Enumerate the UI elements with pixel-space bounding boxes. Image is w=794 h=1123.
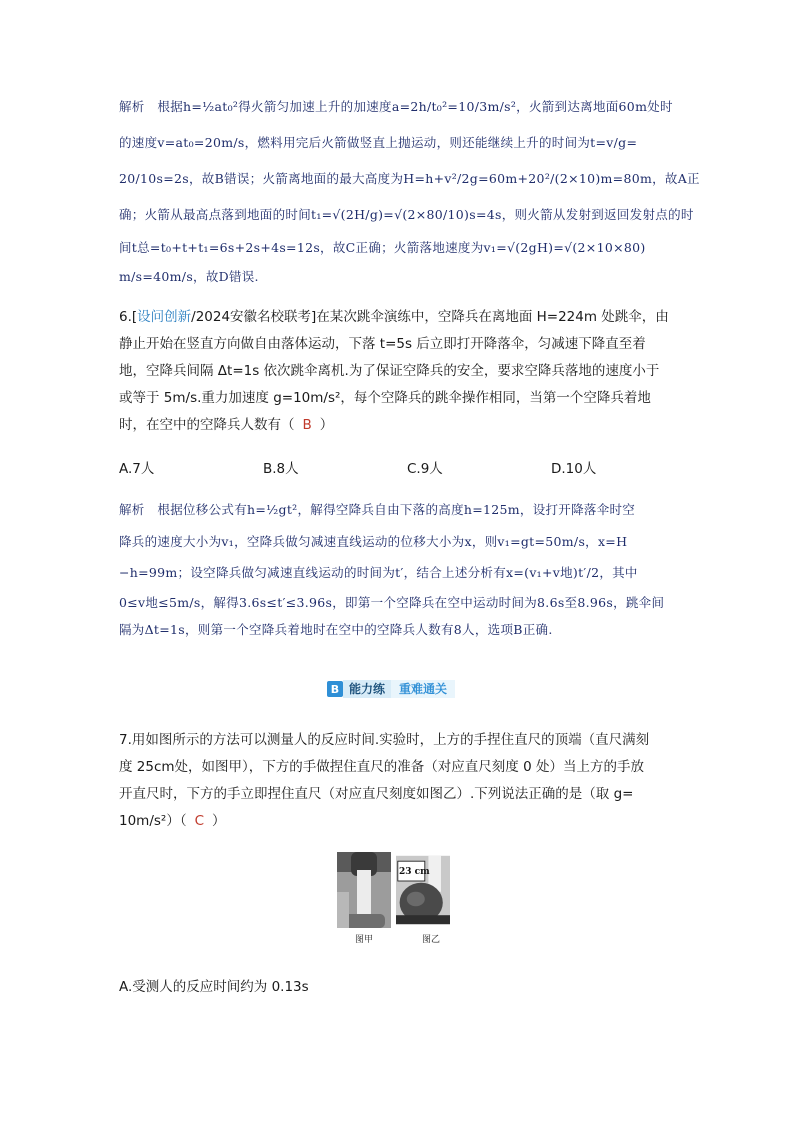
- solution-6: [119, 499, 671, 639]
- question-6-line-3: 地，空降兵间隔 Δt=1s 依次跳伞离机.为了保证空降兵的安全，要求空降兵落地的速度小于: [119, 363, 660, 379]
- figure-b-caption: 图乙: [422, 935, 441, 945]
- section-b-icon: B: [327, 681, 343, 697]
- option-a: A.7人: [119, 461, 155, 477]
- answer-mark: B: [302, 417, 312, 433]
- figure-a-photo: [337, 852, 391, 928]
- banner-label-difficulty: 重难通关: [391, 680, 455, 698]
- ruler-reading-label: 23 cm: [399, 867, 430, 877]
- solution-6-line-5: 隔为Δt=1s，则第一个空降兵着地时在空中的空降兵人数有8人，选项B正确.: [119, 622, 553, 637]
- solution-5-line-6: m/s=40m/s，故D错误.: [119, 269, 259, 284]
- close-paren: ）: [319, 417, 334, 433]
- question-6: [119, 304, 679, 444]
- section-banner: [327, 680, 455, 698]
- question-7-stem-end: 10m/s²）（: [119, 813, 187, 829]
- question-6-stem-end: 时，在空中的空降兵人数有（: [119, 417, 295, 433]
- option-d: D.10人: [551, 461, 597, 477]
- question-7: [119, 727, 679, 837]
- solution-5-line-5: 间t总=t₀+t+t₁=6s+2s+4s=12s，故C正确；火箭落地速度为v₁=√(2gH)=√(2×10×80): [119, 240, 646, 255]
- option-b: B.8人: [263, 461, 299, 477]
- solution-6-line-3: −h=99m；设空降兵做匀减速直线运动的时间为t′，结合上述分析有x=(v₁+v地)t′/2，其中: [119, 565, 638, 580]
- question-7-line-2: 度 25cm处，如图甲），下方的手做捏住直尺的准备（对应直尺刻度 0 处）当上方的手放: [119, 759, 644, 775]
- question-tag: 设问创新: [137, 309, 192, 325]
- figure-a-caption: 图甲: [355, 935, 374, 945]
- question-6-line-5: [119, 412, 333, 439]
- question-7-option-a: A.受测人的反应时间约为 0.13s: [119, 979, 309, 995]
- solution-5-line-2: 的速度v=at₀=20m/s，燃料用完后火箭做竖直上抛运动，则还能继续上升的时间为t=v/g=: [119, 135, 638, 150]
- question-7-line-3: 开直尺时，下方的手立即捏住直尺（对应直尺刻度如图乙）.下列说法正确的是（取 g=: [119, 786, 634, 802]
- question-6-line-2: 静止开始在竖直方向做自由落体运动，下落 t=5s 后立即打开降落伞，匀减速下降直至着: [119, 336, 646, 352]
- solution-6-line-4: 0≤v地≤5m/s，解得3.6s≤t′≤3.96s，即第一个空降兵在空中运动时间为8.6s至8.96s，跳伞间: [119, 595, 665, 610]
- banner-label-practice: 能力练: [343, 680, 391, 698]
- solution-6-line-2: 降兵的速度大小为v₁，空降兵做匀减速直线运动的位移大小为x，则v₁=gt=50m/s，x=H: [119, 534, 628, 549]
- solution-6-line-1: 解析 根据位移公式有h=½gt²，解得空降兵自由下落的高度h=125m，设打开降落伞时空: [119, 502, 636, 517]
- solution-5-line-1: 解析 根据h=½at₀²得火箭匀加速上升的加速度a=2h/t₀²=10/3m/s²，火箭到达离地面60m处时: [119, 99, 673, 114]
- question-6-line-4: 或等于 5m/s.重力加速度 g=10m/s²，每个空降兵的跳伞操作相同，当第一个空降兵着地: [119, 390, 651, 406]
- figure-b-photo: [396, 852, 450, 928]
- solution-5-line-4: 确；火箭从最高点落到地面的时间t₁=√(2H/g)=√(2×80/10)s=4s，则火箭从发射到返回发射点的时: [119, 207, 694, 222]
- question-number: 6.[: [119, 309, 138, 325]
- question-6-source: /2024安徽名校联考]在某次跳伞演练中，空降兵在离地面 H=224m 处跳伞，由: [191, 309, 669, 325]
- question-6-line-1: [119, 304, 669, 331]
- question-7-line-1: 7.用如图所示的方法可以测量人的反应时间.实验时，上方的手捏住直尺的顶端（直尺满刻: [119, 732, 650, 748]
- solution-5: [119, 96, 700, 286]
- option-c: C.9人: [407, 461, 443, 477]
- question-7-line-4: [119, 808, 226, 835]
- solution-5-line-3: 20/10s=2s，故B错误；火箭离地面的最大高度为H=h+v²/2g=60m+20²/(2×10)m=80m，故A正: [119, 171, 700, 186]
- answer-mark: C: [194, 813, 205, 829]
- close-paren: ）: [212, 813, 226, 829]
